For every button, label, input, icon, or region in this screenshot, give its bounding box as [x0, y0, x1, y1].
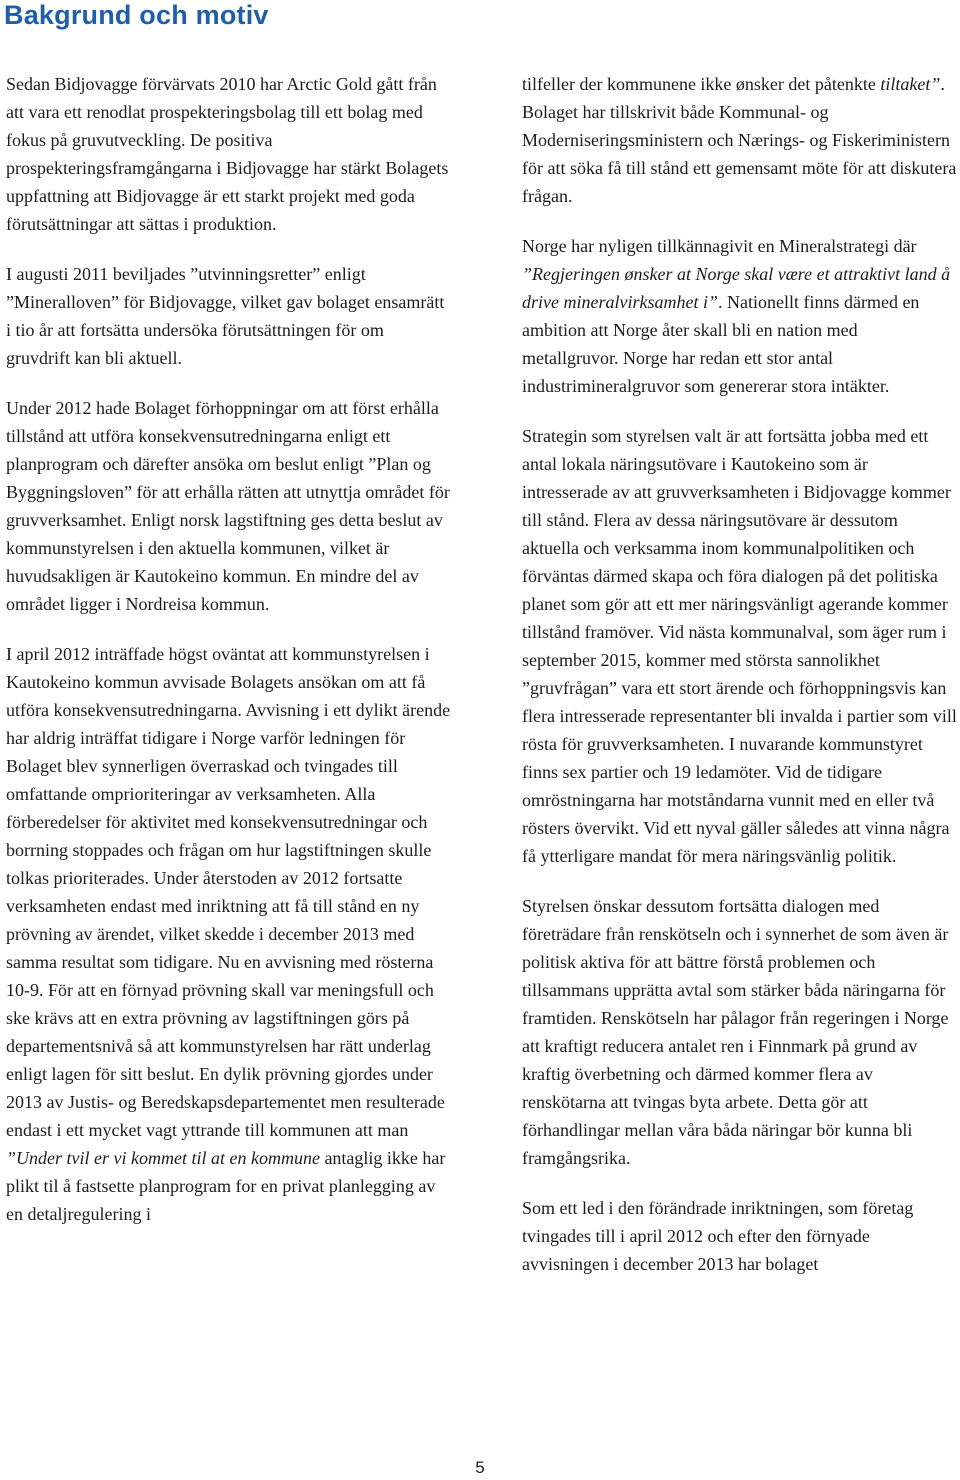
paragraph-april-2012-tail: antaglig ikke har plikt til å fastsette planprogram for en privat planlegging av en detaljregulering i [6, 1148, 446, 1224]
paragraph-continuation [522, 70, 958, 210]
paragraph-april-2012 [6, 640, 451, 1228]
paragraph-april-2012-quote: ”Under tvil er vi kommet til at en kommune [6, 1148, 320, 1168]
paragraph-strategy: Strategin som styrelsen valt är att fortsätta jobba med ett antal lokala näringsutövare i Kautokeino som är intresserade av att gruvverksamheten i Bidjovagge kommer till stånd. Flera av dessa näringsutövare är dessutom aktuella och verksamma inom kommunalpolitiken och förväntas därmed skapa och föra dialogen på det politiska planet som gör att ett mer näringsvänligt agerande kommer tillstånd framöver. Vid nästa kommunalval, som äger rum i september 2015, kommer med största sannolikhet ”gruvfrågan” vara ett stort ärende och förhoppningsvis kan flera intresserade representanter bli invalda i partier som vill rösta för gruvverksamheten. I nuvarande kommunstyret finns sex partier och 19 ledamöter. Vid de tidigare omröstningarna har motståndarna vunnit med en eller två rösters övervikt. Vid ett nyval gäller således att vinna några få ytterligare mandat för mera näringsvänlig politik. [522, 426, 957, 866]
paragraph-mineral-strategy-quote: ”Regjeringen ønsker at Norge skal være et attraktivt land å drive mineralvirksamhet i” [522, 264, 951, 312]
page-number: 5 [475, 1458, 485, 1477]
paragraph-acquisition: Sedan Bidjovagge förvärvats 2010 har Arctic Gold gått från att vara ett renodlat prospekteringsbolag till ett bolag med fokus på gruvutveckling. De positiva prospekteringsframgångarna i Bidjovagge har stärkt Bolagets uppfattning att Bidjovagge är ett starkt projekt med goda förutsättningar att sättas i produktion. [6, 74, 449, 234]
paragraph-april-2012-text: I april 2012 inträffade högst oväntat att kommunstyrelsen i Kautokeino kommun avvisade Bolagets ansökan om att få utföra konsekvensutredningarna. Avvisning i ett dylikt ärende har aldrig inträffat tidigare i Norge varför ledningen för Bolaget blev synnerligen överraskad och tvingades till omfattande omprioriteringar av verksamheten. Alla förberedelser för aktivitet med konsekvensutredningar och borrning stoppades och frågan om hur lagstiftningen skulle tolkas prioriterades. Under återstoden av 2012 fortsatte verksamheten endast med inriktning att få till stånd en ny prövning av ärendet, vilket skedde i december 2013 med samma resultat som tidigare. Nu en avvisning med rösterna 10-9. För att en förnyad prövning skall var meningsfull och ske krävs att en extra prövning av lagstiftningen görs på departementsnivå så att kommunstyrelsen har rätt underlag enligt lagen för sitt beslut. En dylik prövning gjordes under 2013 av Justis- og Beredskapsdepartementet men resulterade endast i ett mycket vagt yttrande till kommunen att man [6, 644, 451, 1140]
section-heading: Bakgrund och motiv [4, 0, 269, 30]
paragraph-mineral-strategy-tail: . Nationellt finns därmed en ambition att Norge åter skall bli en nation med metallgruvor. Norge har redan ett stor antal industrimineralgruvor som genererar stora intäkter. [522, 292, 920, 396]
paragraph-mineral-strategy-lead: Norge har nyligen tillkännagivit en Mineralstrategi där [522, 236, 917, 256]
paragraph-continuation-quote: tiltaket” [880, 74, 941, 94]
paragraph-continuation-tail: . Bolaget har tillskrivit både Kommunal- og Moderniseringsministern och Nærings- og Fiskeriministern för att söka få till stånd ett gemensamt möte för att diskutera frågan. [522, 74, 957, 206]
paragraph-reindeer-dialogue: Styrelsen önskar dessutom fortsätta dialogen med företrädare från renskötseln och i synnerhet de som även är politisk aktiva för att bättre förstå problemen och tillsammans upprätta avtal som stärker båda näringarna för framtiden. Renskötseln har pålagor från regeringen i Norge att kraftigt reducera antalet ren i Finnmark på grund av kraftig överbetning och därmed kommer flera av renskötarna att tvingas byta arbete. Detta gör att förhandlingar mellan våra båda näringar bör kunna bli framgångsrika. [522, 896, 949, 1168]
paragraph-mining-rights: I augusti 2011 beviljades ”utvinningsretter” enligt ”Mineralloven” för Bidjovagge, vilket gav bolaget ensamrätt i tio år att fortsätta undersöka förutsättningen för om gruvdrift kan bli aktuell. [6, 264, 445, 368]
paragraph-2012-plans: Under 2012 hade Bolaget förhoppningar om att först erhålla tillstånd att utföra konsekvensutredningarna enligt ett planprogram och därefter ansöka om beslut enligt ”Plan og Byggningsloven” för att erhålla rätten att utnyttja området för gruvverksamhet. Enligt norsk lagstiftning ges detta beslut av kommunstyrelsen i den aktuella kommunen, vilket är huvudsakligen är Kautokeino kommun. En mindre del av området ligger i Nordreisa kommun. [6, 398, 450, 614]
paragraph-mineral-strategy [522, 232, 958, 400]
right-column [522, 70, 958, 1300]
left-column [6, 70, 451, 1250]
paragraph-continuation-text: tilfeller der kommunene ikke ønsker det påtenkte [522, 74, 876, 94]
paragraph-changed-direction: Som ett led i den förändrade inriktningen, som företag tvingades till i april 2012 och efter den förnyade avvisningen i december 2013 har bolaget [522, 1198, 914, 1274]
